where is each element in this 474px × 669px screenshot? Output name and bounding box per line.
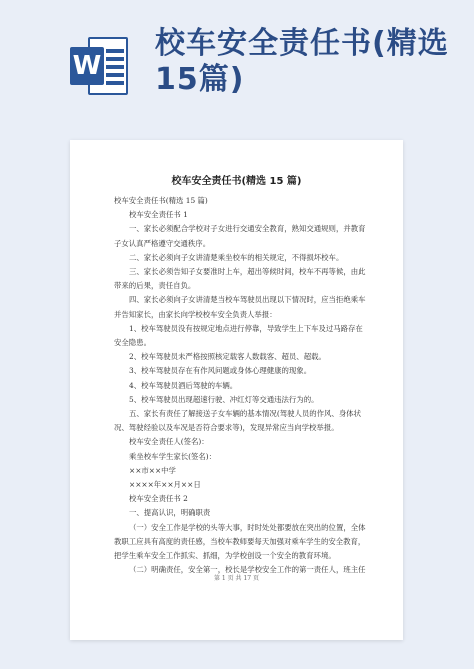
document-page [70, 140, 403, 640]
doc-paragraph: 2、校车驾驶员未严格按照核定载客人数载客、超员、超载。 [129, 352, 326, 362]
page-number-footer: 第 1 页 共 17 页 [214, 575, 259, 582]
doc-paragraph: 校车安全责任人(签名)： [129, 437, 209, 447]
word-letter-badge: W [70, 47, 104, 85]
doc-paragraph: 三、家长必须告知子女要准时上车，超出等候时间，校车不再等候，由此带来的后果，责任自负。 [114, 267, 366, 291]
document-body [114, 194, 370, 577]
doc-paragraph: 一、提高认识，明确职责 [129, 508, 211, 518]
doc-paragraph: 校车安全责任书(精选 15 篇) [114, 196, 208, 205]
doc-paragraph: ××市××中学 [129, 465, 176, 475]
doc-paragraph: 4、校车驾驶员酒后驾驶的车辆。 [129, 380, 238, 390]
doc-paragraph: 校车安全责任书 1 [129, 210, 188, 220]
doc-paragraph: 校车安全责任书 2 [129, 494, 188, 504]
doc-paragraph: ××××年××月××日 [129, 480, 201, 490]
document-title: 校车安全责任书(精选 15 篇) [171, 176, 302, 187]
doc-paragraph: 二、家长必须向子女讲清楚乘坐校车的相关规定，不得损坏校车。 [129, 252, 344, 262]
doc-paragraph: 一、家长必须配合学校对子女进行交通安全教育，熟知交通规则，并教育子女认真严格遵守交通秩序。 [114, 224, 366, 248]
doc-paragraph: （一）安全工作是学校的头等大事，时时处处都要放在突出的位置，全体教职工应具有高度的责任感，当校车教师要每天加强对乘车学生的安全教育，把学生乘车安全工作抓实、抓细，为学校创设一个安全的教育环境。 [114, 522, 366, 561]
doc-paragraph: 1、校车驾驶员没有按规定地点进行停靠，导致学生上下车及过马路存在安全隐患。 [114, 323, 363, 348]
page-title: 校车安全责任书(精选15篇) [155, 26, 449, 97]
doc-paragraph: 五、家长有责任了解接送子女车辆的基本情况(驾驶人员的作风、身体状况、驾驶经验以及车况是否符合要求等)，发现异常应当向学校举报。 [114, 409, 361, 433]
doc-paragraph: 四、家长必须向子女讲清楚当校车驾驶员出现以下情况时，应当拒绝乘车并告知家长，由家长向学校校车安全负责人举报： [114, 295, 366, 319]
doc-paragraph: 3、校车驾驶员存在有作风问题或身体心理健康的现象。 [129, 366, 312, 376]
header-banner [0, 0, 474, 125]
word-document-icon [70, 33, 130, 99]
doc-paragraph: 5、校车驾驶员出现超速行驶、冲红灯等交通违法行为的。 [129, 394, 319, 404]
doc-paragraph: 乘坐校车学生家长(签名)： [129, 451, 217, 461]
doc-paragraph: （二）明确责任，安全第一，校长是学校安全工作的第一责任人，班主任 [129, 565, 366, 575]
